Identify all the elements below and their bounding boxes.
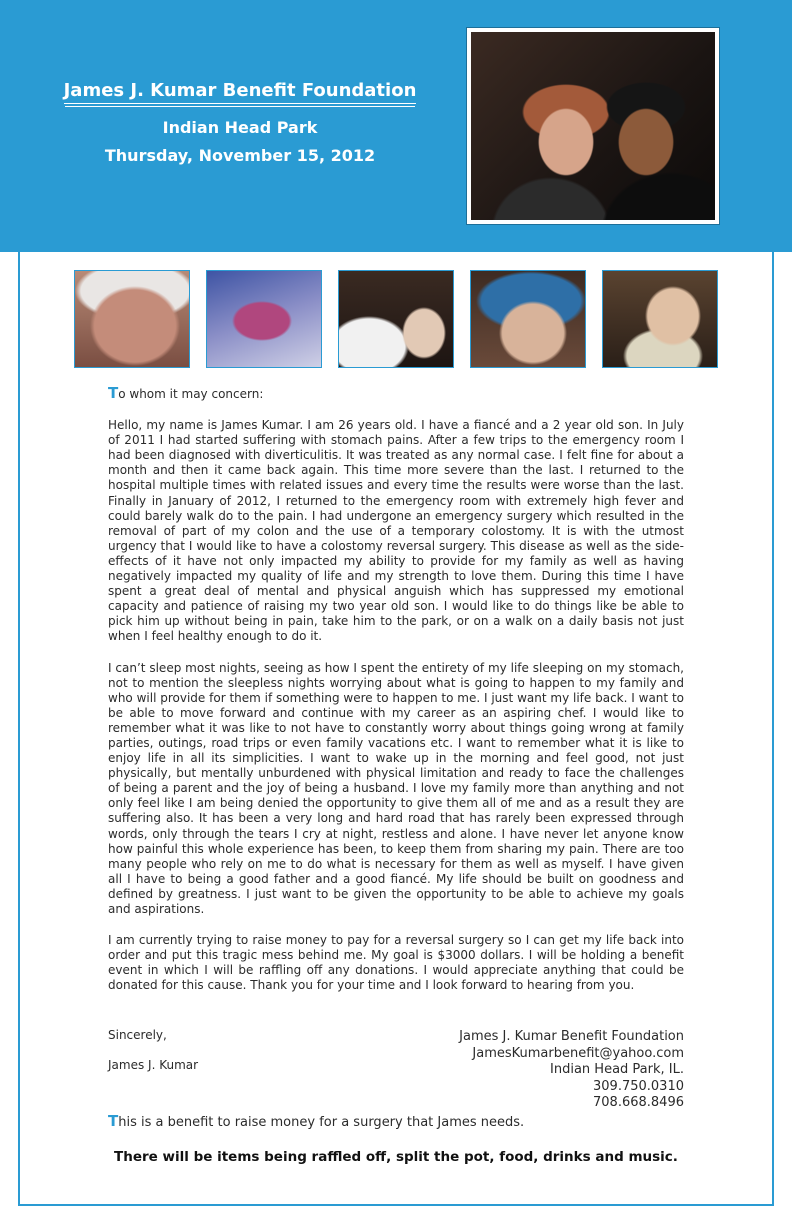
org-title: James J. Kumar Benefit Foundation <box>64 80 417 104</box>
contact-phone-1: 309.750.0310 <box>593 1078 684 1094</box>
letter-paragraph-1: Hello, my name is James Kumar. I am 26 years old. I have a fiancé and a 2 year old son. In July of 2011 I had started suffering with stomach pains. After a few trips to the emergency room I had been diagnosed with diverticulitis. It was treated as any normal case. I felt fine for about a month and then it came back again. This time more severe than the last. I returned to the hospital multiple times with related issues and every time the results were worse than the last. Finally in January of 2012, I returned to the emergency room with extremely high fever and could barely walk do to the pain. I had undergone an emergency surgery which resulted in the removal of part of my colon and the use of a temporary colostomy. It is with the utmost urgency that I would like to have a colostomy reversal surgery. This disease as well as the side-effects of it have not only impacted my ability to provide for my family as well as having negatively impacted my quality of life and my strength to love them. During this time I have spent a great deal of mental and physical anguish which has suppressed my emotional capacity and patience of raising my two year old son. I would like to do things like be able to pick him up without being in pain, take him to the park, or on a walk on a daily basis not just when I feel healthy enough to do it. <box>108 418 684 644</box>
event-venue: Indian Head Park <box>162 118 318 137</box>
header-banner <box>0 0 792 252</box>
contact-phone-2: 708.668.8496 <box>593 1095 684 1110</box>
signature-block <box>108 1028 198 1073</box>
baby-closeup-photo <box>470 270 586 368</box>
contact-org: James J. Kumar Benefit Foundation <box>459 1029 684 1044</box>
newborn-photo <box>74 270 190 368</box>
contact-location: Indian Head Park, IL. <box>550 1062 684 1077</box>
salutation-text: o whom it may concern: <box>118 387 264 401</box>
salutation-initial: T <box>108 384 119 402</box>
letter-paragraph-3: I am currently trying to raise money to pay for a reversal surgery so I can get my life back into order and put this tragic mess behind me. My goal is $3000 dollars. I will be holding a benefit event in which I will be raffling off any donations. I would appreciate anything that could be donated for this cause. Thank you for your time and I look forward to hearing from you. <box>108 933 684 993</box>
letter-body <box>108 386 684 1009</box>
couple-photo-frame <box>466 27 720 225</box>
photo-strip <box>74 270 718 368</box>
event-highlights: There will be items being raffled off, split the pot, food, drinks and music. <box>114 1149 678 1165</box>
signature-name: James J. Kumar <box>108 1058 199 1072</box>
toddler-photo <box>602 270 718 368</box>
couple-photo <box>471 32 715 220</box>
header-text-block <box>40 80 440 165</box>
salutation <box>108 386 684 402</box>
letter-paragraph-2: I can’t sleep most nights, seeing as how I spent the entirety of my life sleeping on my stomach, not to mention the sleepless nights worrying about what is going to happen to my family and who will provide for them if something were to happen to me. I just want my life back. I want to be able to move forward and continue with my career as an aspiring chef. I would like to remember what it was like to not have to constantly worry about things going wrong at family parties, outings, road trips or even family vacations etc. I want to remember what it is like to enjoy life in all its simplicities. I want to wake up in the morning and feel good, not just physically, but mentally unburdened with physical limitation and ready to face the challenges of being a parent and the joy of being a husband. I love my family more than anything and not only feel like I am being denied the opportunity to give them all of me and as a result they are suffering also. It has been a very long and hard road that has rarely been expressed through words, only through the tears I cry at night, restless and alone. I have never let anyone know how painful this whole experience has been, to keep them from sharing my pain. There are too many people who rely on me to do what is necessary for them as well as myself. I have given all I have to being a good father and a good fiancé. My life should be built on goodness and defined by greatness. I just want to be given the opportunity to be able to achieve my goals and aspirations. <box>108 660 684 916</box>
father-and-baby-photo <box>338 270 454 368</box>
benefit-text: his is a benefit to raise money for a surgery that James needs. <box>118 1115 525 1130</box>
incubator-photo <box>206 270 322 368</box>
benefit-initial: T <box>108 1112 119 1130</box>
benefit-statement <box>108 1112 524 1130</box>
contact-block <box>459 1029 684 1112</box>
event-date: Thursday, November 15, 2012 <box>104 146 376 165</box>
closing: Sincerely, <box>108 1028 167 1042</box>
contact-email[interactable]: JamesKumarbenefit@yahoo.com <box>472 1045 684 1061</box>
